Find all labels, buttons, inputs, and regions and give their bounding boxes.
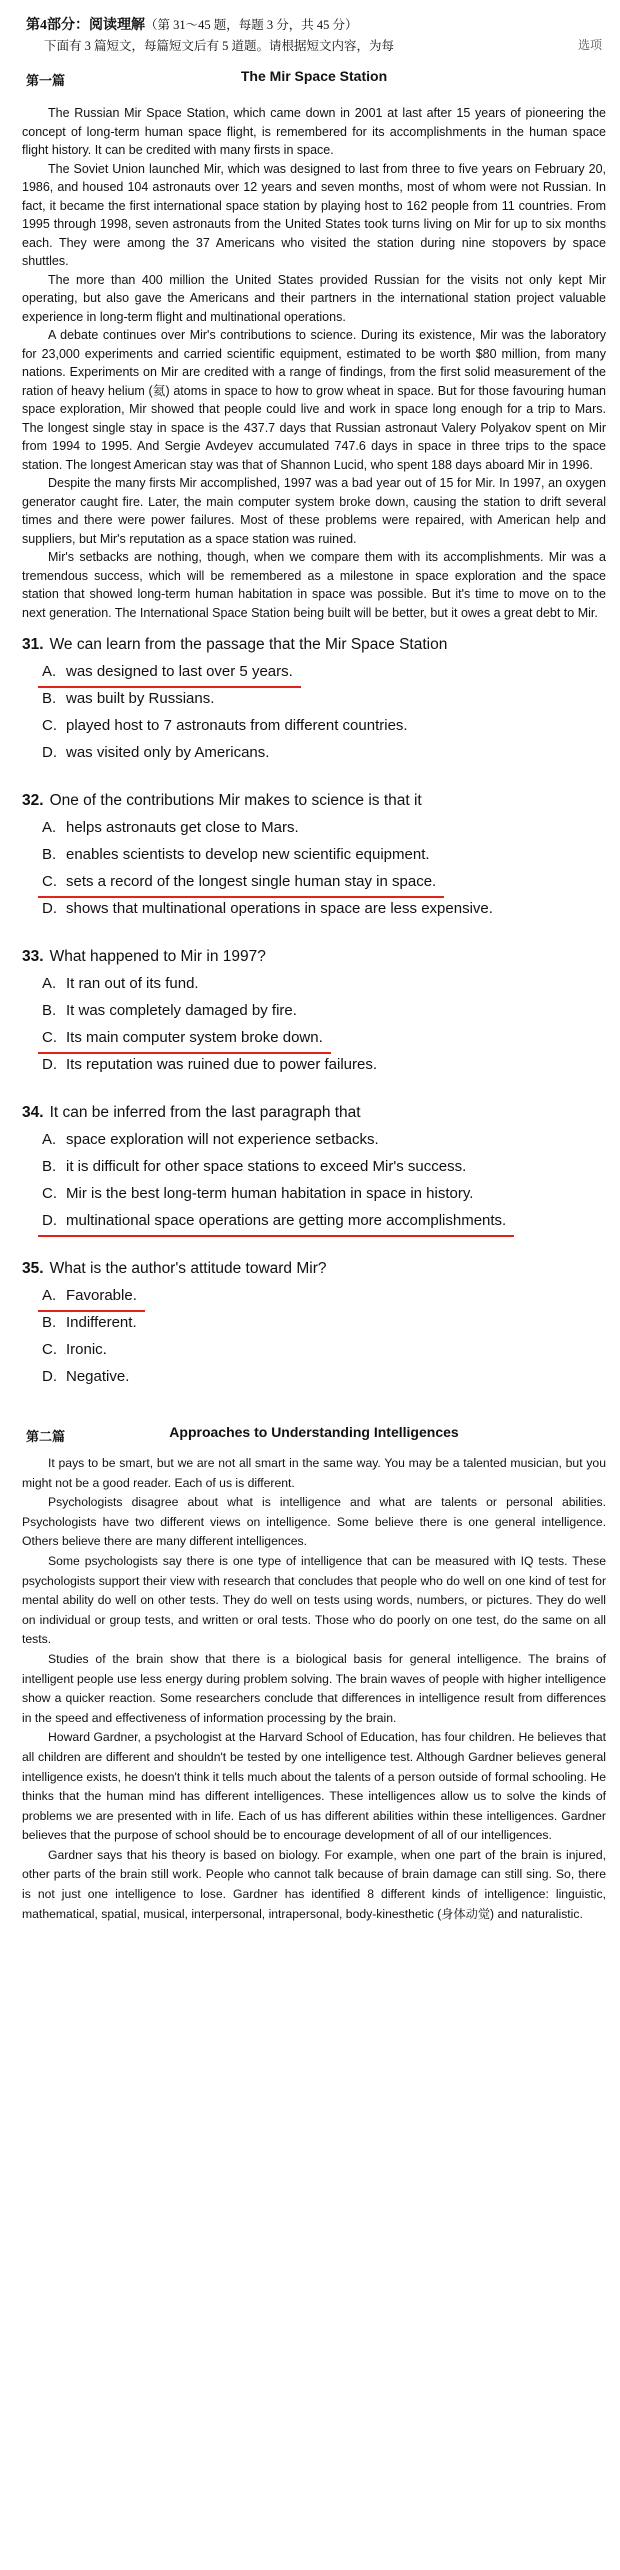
option-d[interactable] [22, 895, 606, 922]
question-31 [22, 632, 606, 766]
option-letter: C. [42, 717, 57, 734]
option-letter: A. [42, 975, 57, 992]
option-letter: B. [42, 1314, 57, 1331]
option-letter: B. [42, 1158, 57, 1175]
option-text: Its main computer system broke down. [66, 1024, 323, 1051]
section-header [22, 8, 606, 56]
question-number: 31. [22, 636, 44, 653]
question-number: 33. [22, 948, 44, 965]
option-text: Favorable. [66, 1282, 137, 1309]
option-text: was designed to last over 5 years. [66, 658, 293, 685]
option-a[interactable] [22, 970, 606, 997]
paragraph: Psychologists disagree about what is intelligence and what are talents or personal abilities. Psychologists have two different views on intelligence. Some believe there is one general intelligence. Others believe there are many different intelligences. [22, 1495, 606, 1549]
option-letter: D. [42, 1212, 57, 1229]
paragraph: Despite the many firsts Mir accomplished, 1997 was a bad year out of 15 for Mir. In 1997, an oxygen generator caught fire. Later, the main computer system broke down, causing the station to drift several times and there were power failures. Most of these problems were repaired, with American help and suppliers, but Mir's reputation as a space station was ruined. [22, 476, 606, 546]
option-a[interactable] [22, 1282, 606, 1309]
option-text: it is difficult for other space stations to exceed Mir's success. [66, 1158, 467, 1175]
article2-passage [22, 1454, 606, 1924]
option-text: Its reputation was ruined due to power failures. [66, 1056, 378, 1073]
option-a[interactable] [22, 814, 606, 841]
paragraph: Mir's setbacks are nothing, though, when we compare them with its accomplishments. Mir was a tremendous success, which will be remembered as a milestone in space exploration and the space station that showed long-term human habitation in space was possible. But it's time to move on to the next generation. The International Space Station being built will be better, but it owes a great debt to Mir. [22, 550, 606, 620]
question-stem [22, 788, 606, 814]
option-letter: A. [42, 663, 57, 680]
option-letter: A. [42, 1287, 57, 1304]
paragraph: A debate continues over Mir's contributions to science. During its existence, Mir was the laboratory for 23,000 experiments and carried scientific equipment, estimated to be worth $80 million, from many nations. Experiments on Mir are credited with a range of findings, from the first solid measurement of the ration of heavy helium (氦) atoms in space to how to grow wheat in space. But for those favouring human space exploration, Mir showed that people could live and work in space long enough for a trip to Mars. The longest single stay in space is the 437.7 days that Russian astronaut Valery Polyakov spent on Mir from 1994 to 1995. And Sergie Avdeyev accumulated 747.6 days in space in three trips to the space station. The longest American stay was that of Shannon Lucid, who spent 188 days aboard Mir in 1996. [22, 328, 606, 472]
option-c[interactable] [22, 1180, 606, 1207]
paragraph: Howard Gardner, a psychologist at the Harvard School of Education, has four children. He believes that all children are different and shouldn't be tested by one intelligence test. Although Gardner believes general intelligence exists, he doesn't think it tells much about the talents of a person outside of formal schooling. He thinks that the human mind has different intelligences. These intelligences allow us to solve the kinds of problems we are presented with in life. Each of us has different abilities within these intelligences. Gardner believes that the purpose of school should be to encourage development of all of our intelligences. [22, 1730, 606, 1843]
option-b[interactable] [22, 997, 606, 1024]
option-letter: A. [42, 1131, 57, 1148]
option-a[interactable] [22, 658, 606, 685]
option-text: Ironic. [66, 1341, 107, 1358]
option-b[interactable] [22, 841, 606, 868]
paragraph: The more than 400 million the United States provided Russian for the visits not only kept Mir operating, but also gave the Americans and their partners in the international station project valuable experience in long-term flight and multinational operations. [22, 272, 606, 324]
paragraph: It pays to be smart, but we are not all smart in the same way. You may be a talented musician, but you might not be a good reader. Each of us is different. [22, 1456, 606, 1490]
paragraph: Gardner says that his theory is based on biology. For example, when one part of the brain is injured, other parts of the brain still work. People who cannot talk because of brain damage can still sing. So, there is not just one intelligence to lose. Gardner has identified 8 different kinds of intelligence: linguistic, mathematical, spatial, musical, interpersonal, intrapersonal, body-kinesthetic (身体动觉) and naturalistic. [22, 1847, 606, 1921]
option-text: shows that multinational operations in space are less expensive. [66, 900, 493, 917]
paragraph: The Soviet Union launched Mir, which was designed to last from three to five years on February 20, 1986, and housed 104 astronauts over 12 years and seven months, most of whom were not Russian. In fact, it became the first international space station by playing host to 162 people from 11 countries. From 1995 through 1998, seven astronauts from the United States took turns living on Mir for up to six months each. They were among the 37 Americans who visited the station during nine stopovers by space shuttles. [22, 161, 606, 268]
option-text: Negative. [66, 1368, 130, 1385]
option-letter: C. [42, 1341, 57, 1358]
option-text: Indifferent. [66, 1314, 137, 1331]
question-text: What happened to Mir in 1997? [49, 948, 266, 965]
question-stem [22, 944, 606, 970]
question-text: What is the author's attitude toward Mir? [49, 1260, 327, 1277]
article1-passage [22, 104, 606, 622]
section-instruction: 下面有 3 篇短文，每篇短文后有 5 道题。请根据短文内容，为每 [44, 39, 395, 53]
question-text: We can learn from the passage that the Mir Space Station [49, 636, 448, 653]
option-text: Mir is the best long-term human habitation in space in history. [66, 1185, 474, 1202]
option-letter: D. [42, 900, 57, 917]
option-text: space exploration will not experience setbacks. [66, 1131, 379, 1148]
option-d[interactable] [22, 1363, 606, 1390]
option-text: was built by Russians. [66, 690, 215, 707]
question-34 [22, 1100, 606, 1234]
option-text: multinational space operations are getting more accomplishments. [66, 1207, 506, 1234]
question-32 [22, 788, 606, 922]
option-letter: C. [42, 1029, 57, 1046]
article1-label: 第一篇 [26, 73, 66, 88]
question-number: 32. [22, 792, 44, 809]
option-b[interactable] [22, 685, 606, 712]
section-title-text: 第4部分：阅读理解 [26, 18, 145, 33]
option-text: enables scientists to develop new scientific equipment. [66, 846, 430, 863]
article2-heading [22, 1412, 606, 1448]
option-d[interactable] [22, 739, 606, 766]
option-a[interactable] [22, 1126, 606, 1153]
question-stem [22, 1100, 606, 1126]
option-letter: C. [42, 1185, 57, 1202]
option-letter: B. [42, 846, 57, 863]
paragraph: Some psychologists say there is one type of intelligence that can be measured with IQ tests. These psychologists support their view with research that concludes that people who do well on one kind of test for mental ability do well on other tests. They do well on tests using words, numbers, or pictures. They do well on individual or group tests, and written or oral tests. Those who do poorly on one test, do the same on all tests. [22, 1553, 606, 1647]
option-d[interactable] [22, 1051, 606, 1078]
paragraph: Studies of the brain show that there is a biological basis for general intelligence. The brains of intelligent people use less energy during problem solving. The brain waves of people with higher intelligence show a quicker reaction. Some researchers conclude that differences in intelligence result from differences in the speed and effectiveness of information processing by the brain. [22, 1651, 606, 1725]
question-text: One of the contributions Mir makes to science is that it [49, 792, 422, 809]
article1-title: The Mir Space Station [240, 68, 388, 84]
article1-heading [22, 56, 606, 92]
section-title [26, 14, 358, 34]
question-stem [22, 632, 606, 658]
question-text: It can be inferred from the last paragraph that [49, 1104, 361, 1121]
option-c[interactable] [22, 712, 606, 739]
paragraph: The Russian Mir Space Station, which came down in 2001 at last after 15 years of pioneering the concept of long-term human space flight, is remembered for its accomplishments in the human space flight history. It can be credited with many firsts in space. [22, 106, 606, 157]
option-c[interactable] [22, 868, 606, 895]
option-d[interactable] [22, 1207, 606, 1234]
option-b[interactable] [22, 1309, 606, 1336]
option-letter: C. [42, 873, 57, 890]
option-c[interactable] [22, 1024, 606, 1051]
question-35 [22, 1256, 606, 1390]
option-text: It ran out of its fund. [66, 975, 199, 992]
article2-label: 第二篇 [26, 1429, 66, 1444]
question-33 [22, 944, 606, 1078]
article2-title: Approaches to Understanding Intelligences [169, 1424, 459, 1440]
option-b[interactable] [22, 1153, 606, 1180]
option-text: played host to 7 astronauts from different countries. [66, 717, 408, 734]
option-letter: A. [42, 819, 57, 836]
question-stem [22, 1256, 606, 1282]
option-letter: D. [42, 1368, 57, 1385]
option-letter: B. [42, 690, 57, 707]
option-letter: B. [42, 1002, 57, 1019]
right-note: 选项 [577, 38, 602, 52]
option-text: It was completely damaged by fire. [66, 1002, 297, 1019]
question-number: 34. [22, 1104, 44, 1121]
option-text: helps astronauts get close to Mars. [66, 819, 299, 836]
option-text: was visited only by Americans. [66, 744, 270, 761]
option-c[interactable] [22, 1336, 606, 1363]
option-text: sets a record of the longest single human stay in space. [66, 868, 436, 895]
option-letter: D. [42, 744, 57, 761]
option-letter: D. [42, 1056, 57, 1073]
question-number: 35. [22, 1260, 44, 1277]
question-list [22, 632, 606, 1390]
section-meta: （第 31～45 题，每题 3 分，共 45 分） [145, 18, 358, 32]
